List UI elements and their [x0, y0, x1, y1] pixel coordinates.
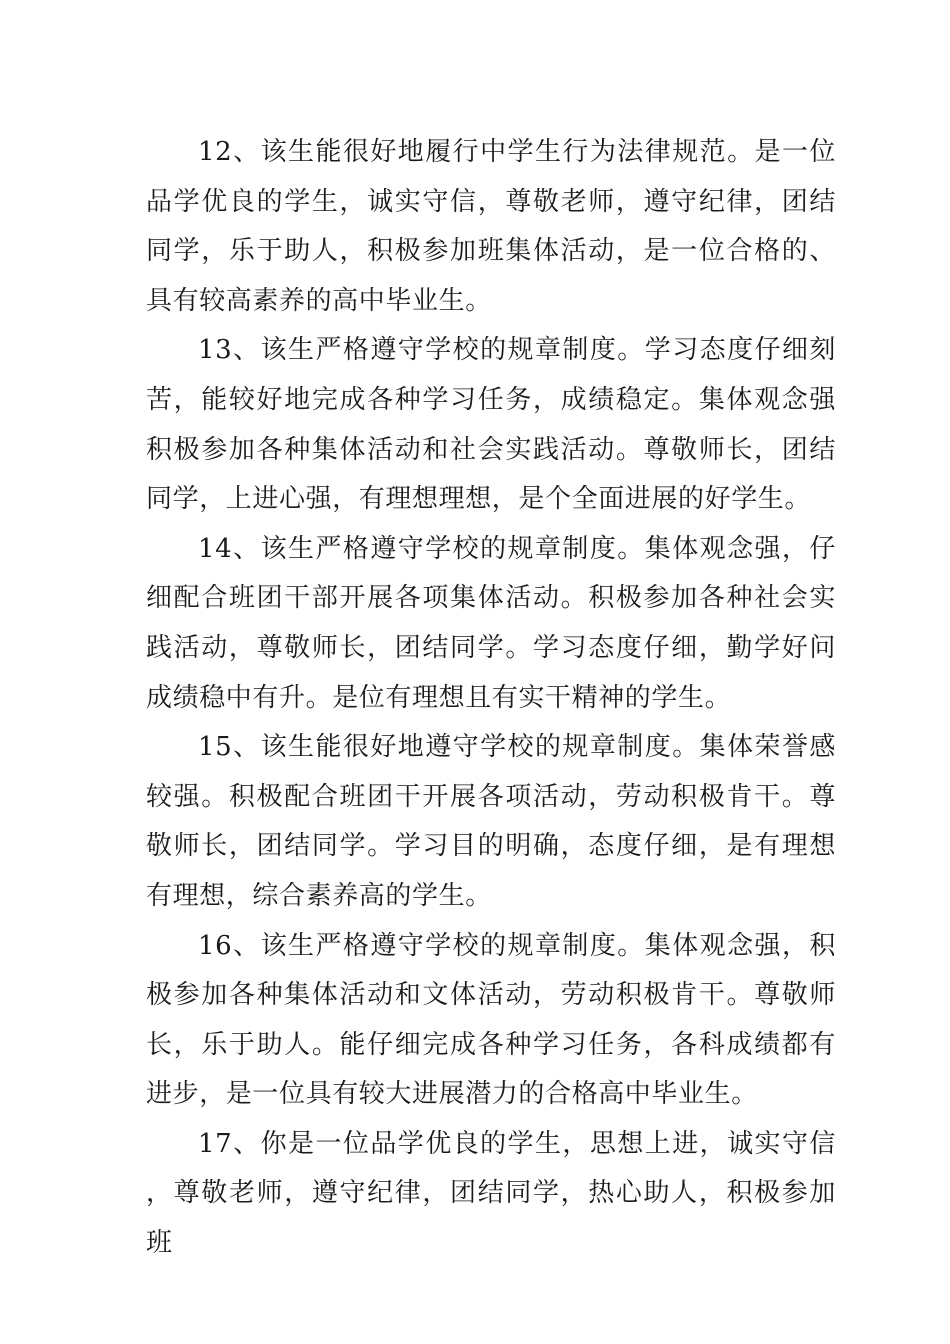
paragraph-16: 16、该生严格遵守学校的规章制度。集体观念强，积极参加各种集体活动和文体活动，劳动积极肯干。尊敬师长，乐于助人。能仔细完成各种学习任务，各科成绩都有进步，是一位具有较大进展潜力的合格高中毕业生。 — [146, 930, 836, 1110]
paragraph-15: 15、该生能很好地遵守学校的规章制度。集体荣誉感较强。积极配合班团干开展各项活动，劳动积极肯干。尊敬师长，团结同学。学习目的明确，态度仔细，是有理想有理想，综合素养高的学生。 — [146, 732, 836, 911]
paragraph-12: 12、该生能很好地履行中学生行为法律规范。是一位品学优良的学生，诚实守信，尊敬老师，遵守纪律，团结同学，乐于助人，积极参加班集体活动，是一位合格的、具有较高素养的高中毕业生。 — [146, 137, 836, 316]
paragraph-14: 14、该生严格遵守学校的规章制度。集体观念强，仔细配合班团干部开展各项集体活动。积极参加各种社会实践活动，尊敬师长，团结同学。学习态度仔细，勤学好问成绩稳中有升。是位有理想且有实干精神的学生。 — [146, 533, 836, 713]
document-body — [146, 128, 836, 1269]
paragraph-17: 17、你是一位品学优良的学生，思想上进，诚实守信，尊敬老师，遵守纪律，团结同学，热心助人，积极参加班 — [146, 1128, 836, 1259]
paragraph-13: 13、该生严格遵守学校的规章制度。学习态度仔细刻苦，能较好地完成各种学习任务，成绩稳定。集体观念强积极参加各种集体活动和社会实践活动。尊敬师长，团结同学，上进心强，有理想理想，是个全面进展的好学生。 — [146, 335, 836, 515]
